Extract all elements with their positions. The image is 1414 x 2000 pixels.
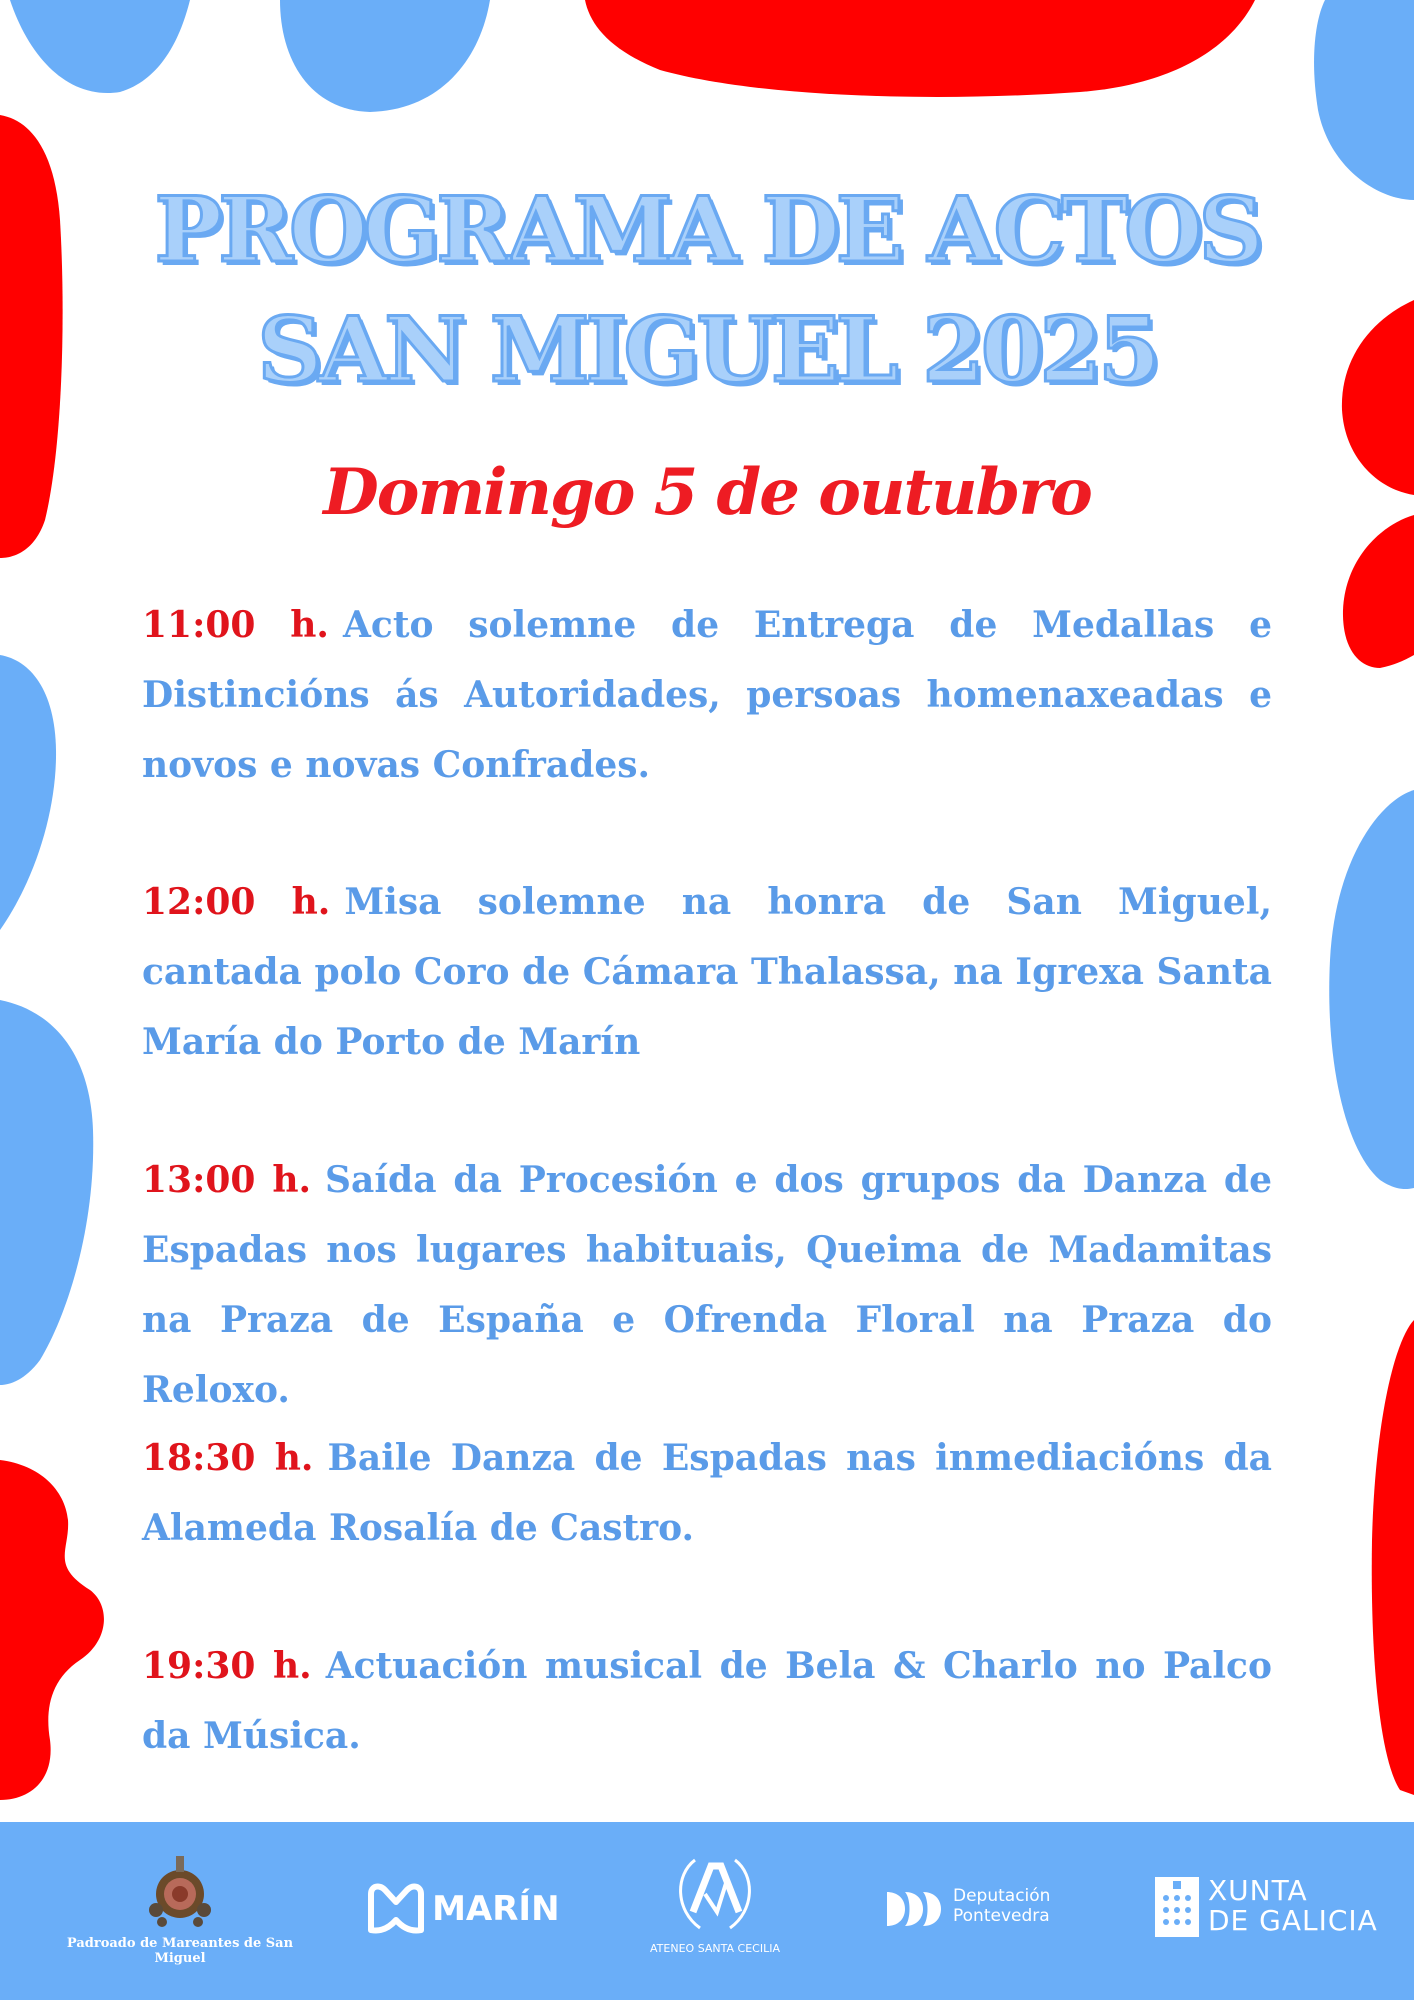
blob-left-blue-1 — [0, 655, 56, 930]
blob-left-blue-2 — [0, 1000, 93, 1385]
event-time: 11:00 h. — [142, 604, 329, 646]
event-item — [142, 867, 1272, 1077]
event-description: Acto solemne de Entrega de Medallas e Distincións ás Autoridades, persoas homenaxeadas e novos e novas Confrades. — [142, 604, 1272, 786]
event-time: 12:00 h. — [142, 881, 331, 923]
sponsor-deputacion — [885, 1886, 1085, 1932]
padroado-crest-icon — [140, 1852, 220, 1932]
blob-right-red-2 — [1343, 515, 1414, 668]
event-description: Saída da Procesión e dos grupos da Danza de Espadas nos lugares habituais, Queima de Madamitas na Praza de España e Ofrenda Floral na Praza do Reloxo. — [142, 1159, 1272, 1411]
event-time: 18:30 h. — [142, 1437, 314, 1479]
event-item — [142, 1423, 1272, 1563]
sponsor-padroado-name: Padroado de Mareantes de San Miguel — [66, 1936, 294, 1966]
sponsor-padroado — [40, 1852, 320, 1966]
event-item — [142, 1631, 1272, 1771]
event-description: Misa solemne na honra de San Miguel, cantada polo Coro de Cámara Thalassa, na Igrexa Santa María do Porto de Marín — [142, 881, 1272, 1063]
event-description: Actuación musical de Bela & Charlo no Palco da Música. — [142, 1645, 1272, 1757]
sponsor-xunta — [1154, 1876, 1384, 1938]
sponsor-xunta-line2: DE GALICIA — [1208, 1904, 1378, 1937]
event-item — [142, 1145, 1272, 1425]
event-time: 13:00 h. — [142, 1159, 312, 1201]
title-line-2: SAN MIGUEL 2025 — [257, 297, 1157, 403]
blob-right-red-bottom — [1372, 1320, 1414, 1795]
ateneo-logo-icon — [665, 1850, 765, 1938]
blob-top-left-blue — [10, 0, 190, 93]
sponsor-ateneo-name: ATENEO SANTA CECILIA — [650, 1942, 780, 1955]
sponsor-marin — [365, 1880, 565, 1938]
deputacion-logo-icon — [885, 1886, 943, 1932]
sponsor-deputacion-line2: Pontevedra — [953, 1906, 1050, 1926]
title-line-1: PROGRAMA DE ACTOS — [154, 177, 1260, 283]
blob-left-red-bottom — [0, 1460, 104, 1800]
blob-right-top-blue — [1314, 0, 1414, 200]
xunta-shield-icon — [1154, 1876, 1200, 1938]
event-date: Domingo 5 de outubro — [323, 455, 1091, 530]
blob-top-red — [585, 0, 1255, 97]
blob-top-blue-2 — [280, 0, 490, 112]
event-description: Baile Danza de Espadas nas inmediacións da Alameda Rosalía de Castro. — [142, 1437, 1272, 1549]
event-item — [142, 590, 1272, 800]
sponsors-footer — [0, 1822, 1414, 2000]
sponsor-deputacion-line1: Deputación — [953, 1886, 1051, 1906]
sponsor-xunta-line1: XUNTA — [1208, 1874, 1308, 1907]
blob-right-blue-mid — [1329, 790, 1414, 1189]
marin-logo-icon — [365, 1880, 427, 1938]
event-time: 19:30 h. — [142, 1645, 312, 1687]
sponsor-marin-name: MARÍN — [432, 1889, 560, 1929]
sponsor-ateneo — [630, 1850, 800, 1955]
